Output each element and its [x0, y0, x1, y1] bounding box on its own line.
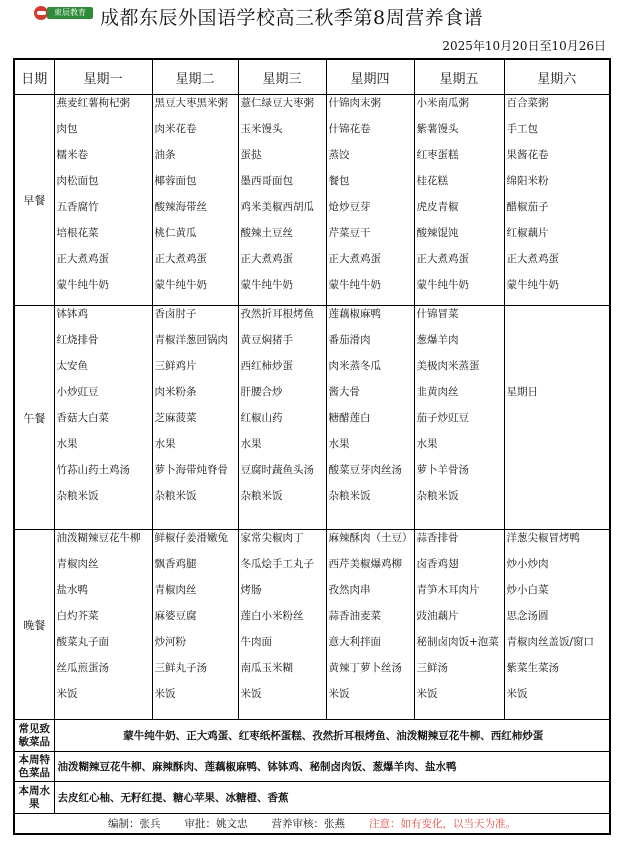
meal-row	[14, 306, 610, 529]
menu-item	[507, 308, 610, 334]
menu-item: 豆腐时蔬鱼头汤	[240, 464, 314, 477]
menu-item: 莲藕椒麻鸭	[328, 308, 381, 321]
menu-item: 肉米花卷	[154, 123, 197, 135]
menu-item: 酸菜丸子面	[56, 635, 109, 648]
menu-item: 炒河粉	[154, 635, 186, 648]
menu-item: 黑豆大枣黑米粥	[154, 97, 228, 109]
menu-item: 三鲜汤	[416, 661, 448, 674]
menu-item: 芹菜豆干	[328, 227, 371, 239]
menu-item: 思念汤圆	[506, 609, 549, 622]
menu-item: 蒙牛纯牛奶	[328, 279, 381, 291]
menu-item: 肝腰合炒	[240, 386, 283, 399]
menu-item: 杂粮米饭	[328, 490, 371, 503]
menu-item: 正大煮鸡蛋	[416, 253, 469, 265]
menu-item: 正大煮鸡蛋	[154, 253, 207, 265]
allergen-label: 常见致敏菜品	[14, 720, 54, 752]
menu-item: 卤香鸡翅	[416, 557, 459, 570]
menu-item: 水果	[328, 438, 350, 451]
menu-item: 水果	[56, 438, 78, 451]
menu-cell	[414, 95, 504, 306]
menu-item: 绵阳米粉	[506, 175, 549, 187]
menu-item: 薏仁绿豆大枣粥	[240, 97, 314, 109]
menu-item: 燕麦红薯枸杞粥	[56, 97, 130, 109]
editor-credit: 编制：张兵	[108, 818, 161, 831]
reviewer-credit: 审批：姚文忠	[184, 818, 248, 831]
menu-item: 正大煮鸡蛋	[56, 253, 109, 265]
col-header-day: 星期三	[238, 59, 326, 95]
menu-item: 桃仁黄瓜	[154, 227, 197, 239]
menu-item: 蒜香排骨	[416, 531, 459, 544]
menu-item: 红枣蛋糕	[416, 149, 459, 161]
menu-item	[507, 360, 610, 386]
menu-item: 酸辣海带丝	[154, 201, 207, 213]
date-range: 2025年10月20日至10月26日	[442, 39, 606, 53]
menu-item: 韭黄肉丝	[416, 386, 459, 399]
menu-item: 芝麻菠菜	[154, 412, 197, 425]
menu-table	[13, 58, 611, 835]
menu-item: 炒小白菜	[506, 583, 549, 596]
col-header-date: 日期	[14, 59, 54, 95]
school-logo	[34, 6, 94, 20]
menu-item: 麻辣酥肉（土豆）	[328, 531, 413, 544]
menu-item: 莲白小米粉丝	[240, 609, 304, 622]
menu-item: 米饭	[240, 687, 262, 700]
menu-item: 肉松面包	[56, 175, 99, 187]
menu-item: 虎皮青椒	[416, 201, 459, 213]
menu-item: 桂花糕	[416, 175, 448, 187]
col-header-day: 星期一	[54, 59, 152, 95]
menu-item: 杂粮米饭	[416, 490, 459, 503]
menu-item: 鲜椒仔姜滑嫩兔	[154, 531, 228, 544]
menu-item: 青椒肉丝盖饭/窗口	[506, 635, 595, 648]
menu-item: 肉米蒸冬瓜	[328, 360, 381, 373]
menu-item: 家常尖椒肉丁	[240, 531, 304, 544]
menu-item: 孜然肉串	[328, 583, 371, 596]
menu-item: 红烧排骨	[56, 334, 99, 347]
menu-item: 手工包	[506, 123, 538, 135]
meal-label: 早餐	[14, 95, 54, 306]
menu-item: 蛋挞	[240, 149, 262, 161]
menu-item: 果酱花卷	[506, 149, 549, 161]
menu-item: 米饭	[154, 687, 176, 700]
menu-item: 美极肉米蒸蛋	[416, 360, 480, 373]
meal-label: 晚餐	[14, 529, 54, 719]
logo-text: 東辰教育	[47, 7, 93, 19]
menu-item: 三鲜鸡片	[154, 360, 197, 373]
menu-item: 青椒肉丝	[154, 583, 197, 596]
menu-item	[507, 412, 610, 438]
menu-item: 杂粮米饭	[154, 490, 197, 503]
header-row	[14, 59, 610, 95]
menu-item: 牛肉面	[240, 635, 272, 648]
menu-item: 飘香鸡腿	[154, 557, 197, 570]
meal-row	[14, 529, 610, 719]
menu-item: 糖醋莲白	[328, 412, 371, 425]
menu-item: 酸辣土豆丝	[240, 227, 293, 239]
menu-item: 太安鱼	[56, 360, 88, 373]
allergen-row	[14, 720, 610, 752]
special-label: 本周特色菜品	[14, 752, 54, 782]
footer-cell	[14, 814, 610, 834]
menu-item: 西芹美椒爆鸡柳	[328, 557, 402, 570]
menu-item: 蒜香油麦菜	[328, 609, 381, 622]
menu-item: 餐包	[328, 175, 350, 187]
menu-item: 米饭	[416, 687, 438, 700]
menu-item: 烤肠	[240, 583, 262, 596]
menu-item: 正大煮鸡蛋	[328, 253, 381, 265]
col-header-day: 星期六	[504, 59, 610, 95]
menu-item: 钵钵鸡	[56, 308, 88, 321]
menu-item: 香菇大白菜	[56, 412, 109, 425]
menu-item: 紫菜生菜汤	[506, 661, 559, 674]
menu-item: 孜然折耳根烤鱼	[240, 308, 314, 321]
menu-item: 水果	[416, 438, 438, 451]
menu-item: 青椒洋葱回锅肉	[154, 334, 228, 347]
menu-item: 竹荪山药土鸡汤	[56, 464, 130, 477]
menu-item	[507, 438, 610, 464]
menu-cell	[414, 306, 504, 529]
menu-item: 三鲜丸子汤	[154, 661, 207, 674]
menu-cell	[238, 529, 326, 719]
menu-item: 小炒豇豆	[56, 386, 99, 399]
menu-item: 丝瓜煎蛋汤	[56, 661, 109, 674]
menu-item: 蒙牛纯牛奶	[506, 279, 559, 291]
allergen-list: 蒙牛纯牛奶、正大鸡蛋、红枣纸杯蛋糕、孜然折耳根烤鱼、油泼糊辣豆花牛柳、西红柿炒蛋	[54, 720, 610, 752]
menu-item: 百合菜粥	[506, 97, 549, 109]
menu-item: 蒙牛纯牛奶	[154, 279, 207, 291]
fruit-label: 本周水果	[14, 782, 54, 814]
menu-item: 正大煮鸡蛋	[240, 253, 293, 265]
col-header-day: 星期二	[152, 59, 238, 95]
menu-item: 葱爆羊肉	[416, 334, 459, 347]
menu-item: 蒙牛纯牛奶	[416, 279, 469, 291]
menu-item: 黄辣丁萝卜丝汤	[328, 661, 402, 674]
meal-row	[14, 95, 610, 306]
special-row	[14, 752, 610, 782]
menu-item: 杂粮米饭	[240, 490, 283, 503]
menu-item: 酸菜豆芽肉丝汤	[328, 464, 402, 477]
menu-item: 什锦肉末粥	[328, 97, 381, 109]
menu-item: 南瓜玉米糊	[240, 661, 293, 674]
nutrition-credit: 营养审核：张燕	[271, 818, 345, 831]
menu-item: 杂粮米饭	[56, 490, 99, 503]
menu-item: 红椒山药	[240, 412, 283, 425]
menu-item: 豉油藕片	[416, 609, 459, 622]
menu-item: 白灼芥菜	[56, 609, 99, 622]
menu-cell	[504, 95, 610, 306]
menu-item: 椰蓉面包	[154, 175, 197, 187]
menu-item: 盐水鸭	[56, 583, 88, 596]
menu-item: 酱大骨	[328, 386, 360, 399]
menu-item: 五香腐竹	[56, 201, 99, 213]
menu-cell	[54, 306, 152, 529]
menu-item: 星期日	[506, 386, 538, 399]
menu-item: 什锦冒菜	[416, 308, 459, 321]
menu-item: 麻婆豆腐	[154, 609, 197, 622]
menu-cell	[504, 529, 610, 719]
menu-cell	[326, 95, 414, 306]
menu-cell	[54, 95, 152, 306]
menu-item	[507, 334, 610, 360]
menu-cell	[326, 306, 414, 529]
menu-item: 正大煮鸡蛋	[506, 253, 559, 265]
menu-item	[507, 490, 610, 516]
menu-item: 小米南瓜粥	[416, 97, 469, 109]
menu-item: 鸡米美椒西胡瓜	[240, 201, 314, 213]
change-notice: 注意：如有变化，以当天为准。	[369, 818, 516, 831]
menu-item: 冬瓜烩手工丸子	[240, 557, 314, 570]
menu-item: 蒙牛纯牛奶	[56, 279, 109, 291]
fruit-list: 去皮红心柚、无籽红提、糖心苹果、冰糖橙、香蕉	[54, 782, 610, 814]
menu-item: 肉包	[56, 123, 78, 135]
menu-cell	[152, 306, 238, 529]
footer-row	[14, 814, 610, 834]
menu-item: 青椒肉丝	[56, 557, 99, 570]
menu-cell	[326, 529, 414, 719]
menu-item: 蒙牛纯牛奶	[240, 279, 293, 291]
special-list: 油泼糊辣豆花牛柳、麻辣酥肉、莲藕椒麻鸭、钵钵鸡、秘制卤肉饭、葱爆羊肉、盐水鸭	[54, 752, 610, 782]
menu-item: 西红柿炒蛋	[240, 360, 293, 373]
menu-item: 黄豆焖猪手	[240, 334, 293, 347]
menu-item: 米饭	[56, 687, 78, 700]
menu-item: 油泼糊辣豆花牛柳	[56, 531, 141, 544]
menu-item: 红椒藕片	[506, 227, 549, 239]
menu-cell	[414, 529, 504, 719]
menu-item: 醋椒茄子	[506, 201, 549, 213]
page-title: 成都东辰外国语学校高三秋季第8周营养食谱	[100, 7, 484, 29]
menu-item: 洋葱尖椒冒烤鸭	[506, 531, 580, 544]
menu-item: 茄子炒豇豆	[416, 412, 469, 425]
meal-label: 午餐	[14, 306, 54, 529]
menu-item: 肉米粉条	[154, 386, 197, 399]
menu-item: 酸辣馄饨	[416, 227, 459, 239]
menu-cell	[238, 95, 326, 306]
menu-item: 水果	[240, 438, 262, 451]
menu-item: 紫薯馒头	[416, 123, 459, 135]
menu-item: 炒小炒肉	[506, 557, 549, 570]
menu-item: 水果	[154, 438, 176, 451]
col-header-day: 星期五	[414, 59, 504, 95]
menu-cell	[238, 306, 326, 529]
menu-item: 培根花菜	[56, 227, 99, 239]
menu-item: 番茄滑肉	[328, 334, 371, 347]
menu-item: 秘制卤肉饭+泡菜	[416, 635, 499, 648]
menu-item	[507, 464, 610, 490]
logo-emblem-icon	[34, 6, 48, 20]
menu-item: 米饭	[506, 687, 528, 700]
menu-item: 蒸饺	[328, 149, 350, 161]
menu-cell	[152, 95, 238, 306]
menu-item: 青笋木耳肉片	[416, 583, 480, 596]
menu-item: 意大利拌面	[328, 635, 381, 648]
menu-item: 糯米卷	[56, 149, 88, 161]
menu-item: 玉米馒头	[240, 123, 283, 135]
menu-item: 墨西哥面包	[240, 175, 293, 187]
menu-item: 萝卜羊骨汤	[416, 464, 469, 477]
fruit-row	[14, 782, 610, 814]
col-header-day: 星期四	[326, 59, 414, 95]
menu-item: 香卤肘子	[154, 308, 197, 321]
menu-cell	[54, 529, 152, 719]
menu-item: 什锦花卷	[328, 123, 371, 135]
menu-cell	[504, 306, 610, 529]
menu-item: 萝卜海带炖脊骨	[154, 464, 228, 477]
menu-item: 炝炒豆芽	[328, 201, 371, 213]
menu-cell	[152, 529, 238, 719]
menu-item: 油条	[154, 149, 176, 161]
menu-item: 米饭	[328, 687, 350, 700]
